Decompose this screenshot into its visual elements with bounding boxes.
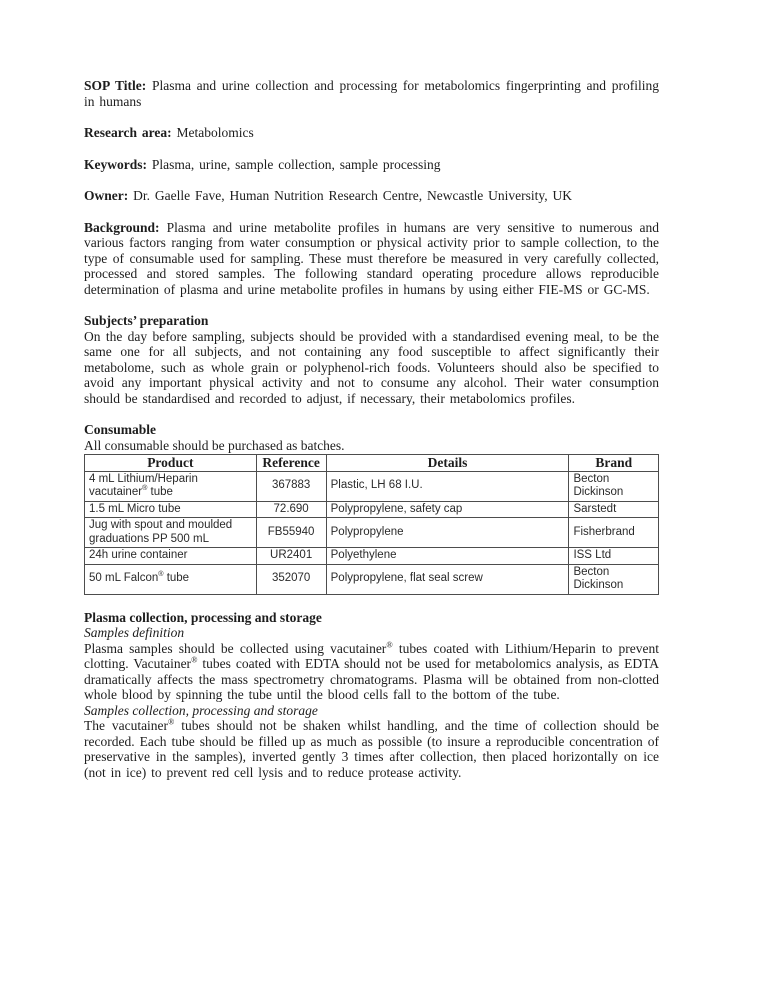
table-header-brand: Brand — [569, 455, 659, 472]
keywords-text: Plasma, urine, sample collection, sample processing — [147, 156, 441, 172]
table-header-details: Details — [326, 455, 569, 472]
owner-label: Owner: — [84, 188, 129, 203]
table-cell: 367883 — [256, 471, 326, 501]
consumable-heading: Consumable — [84, 422, 157, 437]
table-cell: 24h urine container — [85, 548, 257, 565]
table-cell: 50 mL Falcon® tube — [85, 564, 257, 594]
consumable-table-header-row — [85, 455, 659, 472]
table-row — [85, 501, 659, 518]
table-header-product: Product — [85, 455, 257, 472]
subjects-preparation-heading: Subjects’ preparation — [84, 313, 209, 328]
plasma-collection-section — [84, 610, 659, 781]
subjects-preparation-text: On the day before sampling, subjects should be provided with a standardised evening meal, to be the same one for all subjects, and not containing any food susceptible to affect significantly their metabolome, such as whole grain or polyphenol-rich foods. Volunteers should also be specified to avoid any important physical activity and not to consume any alcohol. Their water consumption should be standardised and recorded to adjust, if necessary, their metabolomics profiles. — [84, 328, 659, 406]
table-row — [85, 518, 659, 548]
consumable-intro: All consumable should be purchased as batches. — [84, 437, 345, 453]
table-cell: Jug with spout and moulded graduations PP 500 mL — [85, 518, 257, 548]
table-row — [85, 548, 659, 565]
table-cell: FB55940 — [256, 518, 326, 548]
sop-title-text: Plasma and urine collection and processing for metabolomics fingerprinting and profiling in humans — [84, 78, 659, 109]
keywords-label: Keywords: — [84, 156, 147, 172]
subjects-preparation-section — [84, 313, 659, 406]
background-paragraph — [84, 220, 659, 298]
table-row — [85, 564, 659, 594]
table-cell: 352070 — [256, 564, 326, 594]
sop-title-paragraph — [84, 78, 659, 109]
samples-definition-subheading: Samples definition — [84, 625, 185, 640]
consumable-table-body — [85, 471, 659, 594]
background-text: Plasma and urine metabolite profiles in humans are very sensitive to numerous and various factors ranging from water consumption or physical activity prior to sample collection, to the type of consumable used for sampling. These must therefore be measured in very carefully collected, processed and stored samples. The following standard operating procedure allows reproducible determination of plasma and urine metabolite profiles in humans by using either FIE-MS or GC-MS. — [84, 219, 659, 297]
owner-text: Dr. Gaelle Fave, Human Nutrition Research Centre, Newcastle University, UK — [128, 188, 573, 203]
samples-definition-paragraph: Plasma samples should be collected using vacutainer® tubes coated with Lithium/Heparin to prevent clotting. Vacutainer® tubes coated with EDTA should not be used for metabolomics analysis, as EDTA dramatically affects the mass spectrometry chromatograms. Plasma will be obtained from non-clotted whole blood by spinning the tube until the blood cells fall to the bottom of the tube. — [84, 640, 659, 702]
table-cell: Fisherbrand — [569, 518, 659, 548]
table-cell: ISS Ltd — [569, 548, 659, 565]
plasma-collection-heading: Plasma collection, processing and storage — [84, 609, 322, 625]
keywords-paragraph — [84, 157, 659, 173]
table-cell: Becton Dickinson — [569, 564, 659, 594]
table-cell: 1.5 mL Micro tube — [85, 501, 257, 518]
samples-collection-paragraph: The vacutainer® tubes should not be shaken whilst handling, and the time of collection should be recorded. Each tube should be filled up as much as possible (to insure a reproducible concentration of preservative in the samples), inverted gently 3 times after collection, then placed horizontally on ice (not in ice) to prevent red cell lysis and to reduce protease activity. — [84, 717, 659, 780]
table-cell: Polypropylene, safety cap — [326, 501, 569, 518]
table-cell: Sarstedt — [569, 501, 659, 518]
table-header-reference: Reference — [256, 455, 326, 472]
table-row — [85, 471, 659, 501]
background-label: Background: — [84, 219, 160, 235]
table-cell: Polypropylene — [326, 518, 569, 548]
table-cell: 72.690 — [256, 501, 326, 518]
owner-paragraph — [84, 188, 659, 204]
consumable-section — [84, 422, 659, 595]
sop-title-label: SOP Title: — [84, 78, 147, 93]
research-area-text: Metabolomics — [171, 125, 254, 140]
samples-collection-subheading: Samples collection, processing and storage — [84, 702, 318, 718]
table-cell: UR2401 — [256, 548, 326, 565]
table-cell: Polyethylene — [326, 548, 569, 565]
table-cell: Becton Dickinson — [569, 471, 659, 501]
research-area-paragraph — [84, 125, 659, 141]
table-cell: Plastic, LH 68 I.U. — [326, 471, 569, 501]
table-cell: Polypropylene, flat seal screw — [326, 564, 569, 594]
table-cell: 4 mL Lithium/Heparin vacutainer® tube — [85, 471, 257, 501]
research-area-label: Research area: — [84, 125, 172, 140]
consumable-table — [84, 454, 659, 595]
